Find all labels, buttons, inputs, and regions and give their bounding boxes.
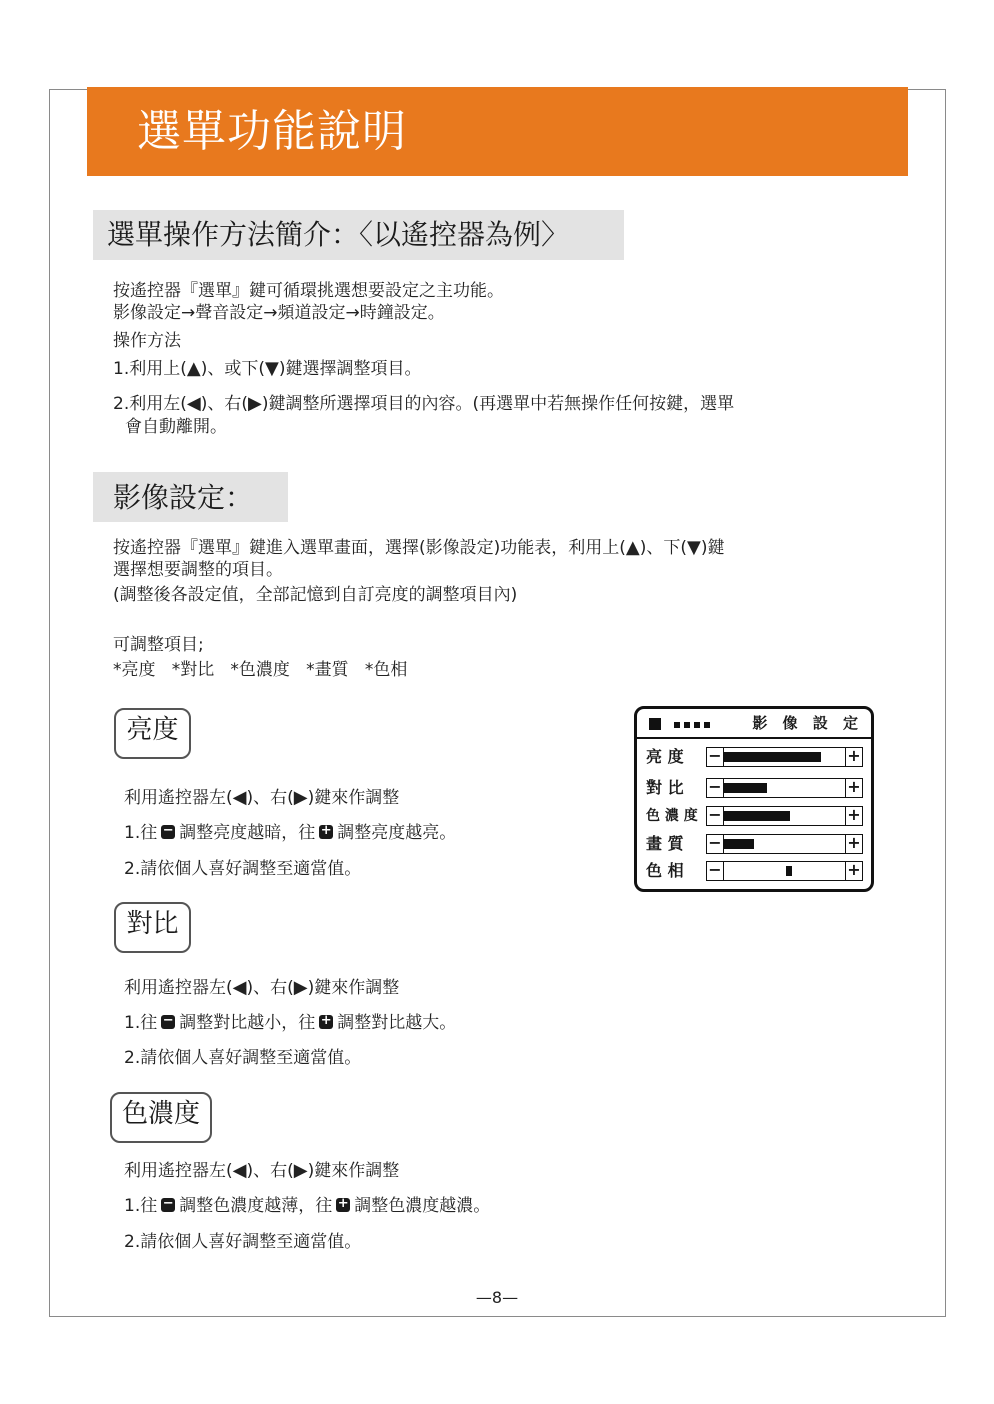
section-title-menu-operation: 選單操作方法簡介：〈以遙控器為例〉 [107, 218, 570, 251]
color-use: 利用遙控器左(◀)、右(▶)鍵來作調整 [124, 1160, 400, 1181]
plus-icon: + [845, 806, 862, 825]
osd-slider [706, 806, 863, 826]
label-box-contrast: 對比 [114, 902, 191, 953]
left-triangle-icon: ◀ [232, 787, 247, 808]
minus-icon: − [707, 778, 724, 797]
minus-icon: − [707, 747, 724, 766]
step-1: 1.利用上(▲)、或下(▼)鍵選擇調整項目。 [113, 358, 422, 379]
minus-button-icon: − [162, 823, 174, 838]
plus-button-icon: + [337, 1196, 349, 1211]
page-title: 選單功能說明 [137, 106, 407, 157]
osd-level-marker [786, 866, 792, 876]
right-triangle-icon: ▶ [247, 393, 262, 414]
color-step-2: 2.請依個人喜好調整至適當值。 [124, 1232, 362, 1252]
intro-line-2: 影像設定→聲音設定→頻道設定→時鐘設定。 [113, 303, 445, 323]
dot-icon [684, 722, 690, 728]
plus-icon: + [845, 778, 862, 797]
osd-slider [706, 747, 863, 767]
osd-slider [706, 834, 863, 854]
page-number: —8— [475, 1288, 519, 1307]
left-triangle-icon: ◀ [232, 1160, 247, 1181]
contrast-step-2: 2.請依個人喜好調整至適當值。 [124, 1048, 362, 1068]
plus-button-icon: + [320, 823, 332, 838]
plus-icon: + [845, 747, 862, 766]
osd-slider [706, 778, 863, 798]
section-title-picture-settings: 影像設定： [113, 481, 254, 514]
operation-heading: 操作方法 [113, 331, 181, 351]
step-2: 2.利用左(◀)、右(▶)鍵調整所選擇項目的內容。(再選單中若無操作任何按鍵，選單 [113, 393, 735, 414]
brightness-step-1: 1.往 − 調整亮度越暗，往 + 調整亮度越亮。 [124, 823, 457, 843]
picture-intro-3: (調整後各設定值，全部記憶到自訂亮度的調整項目內) [113, 585, 518, 605]
osd-picture-menu [634, 706, 874, 892]
osd-level-bar [724, 752, 821, 762]
minus-button-icon: − [162, 1013, 174, 1028]
up-triangle-icon: ▲ [186, 358, 201, 379]
dot-icon [694, 722, 700, 728]
step-2-continued: 會自動離開。 [125, 417, 227, 437]
osd-level-bar [724, 783, 767, 793]
adjustable-items-title: 可調整項目; [113, 635, 204, 655]
minus-button-icon: − [162, 1196, 174, 1211]
osd-level-bar [724, 839, 754, 849]
dot-icon [674, 722, 680, 728]
intro-line-1: 按遙控器『選單』鍵可循環挑選想要設定之主功能。 [113, 281, 504, 301]
left-triangle-icon: ◀ [186, 393, 201, 414]
color-step-1: 1.往 − 調整色濃度越薄，往 + 調整色濃度越濃。 [124, 1196, 491, 1216]
right-triangle-icon: ▶ [293, 977, 308, 998]
menu-square-icon [649, 718, 661, 730]
osd-row-label: 色 濃 度 [646, 808, 698, 824]
osd-row-label: 畫 質 [646, 834, 684, 853]
osd-title: 影 像 設 定 [752, 714, 863, 732]
brightness-use: 利用遙控器左(◀)、右(▶)鍵來作調整 [124, 787, 400, 808]
osd-row-label: 對 比 [646, 778, 684, 797]
contrast-use: 利用遙控器左(◀)、右(▶)鍵來作調整 [124, 977, 400, 998]
osd-level-bar [724, 811, 790, 821]
minus-icon: − [707, 834, 724, 853]
minus-icon: − [707, 806, 724, 825]
label-box-brightness: 亮度 [114, 708, 191, 759]
contrast-step-1: 1.往 − 調整對比越小，往 + 調整對比越大。 [124, 1013, 457, 1033]
plus-icon: + [845, 861, 862, 880]
left-triangle-icon: ◀ [232, 977, 247, 998]
osd-row-label: 亮 度 [646, 747, 684, 766]
osd-slider [706, 861, 863, 881]
plus-button-icon: + [320, 1013, 332, 1028]
osd-divider [637, 737, 871, 739]
plus-icon: + [845, 834, 862, 853]
right-triangle-icon: ▶ [293, 1160, 308, 1181]
picture-intro-1: 按遙控器『選單』鍵進入選單畫面，選擇(影像設定)功能表，利用上(▲)、下(▼)鍵 [113, 537, 725, 558]
dot-icon [704, 722, 710, 728]
adjustable-items-list: *亮度 *對比 *色濃度 *畫質 *色相 [113, 660, 408, 680]
right-triangle-icon: ▶ [293, 787, 308, 808]
minus-icon: − [707, 861, 724, 880]
picture-intro-2: 選擇想要調整的項目。 [113, 560, 283, 580]
down-triangle-icon: ▼ [687, 537, 701, 558]
osd-row-label: 色 相 [646, 861, 684, 880]
down-triangle-icon: ▼ [264, 358, 279, 379]
brightness-step-2: 2.請依個人喜好調整至適當值。 [124, 859, 362, 879]
up-triangle-icon: ▲ [625, 537, 640, 558]
label-box-color-saturation: 色濃度 [110, 1092, 212, 1143]
